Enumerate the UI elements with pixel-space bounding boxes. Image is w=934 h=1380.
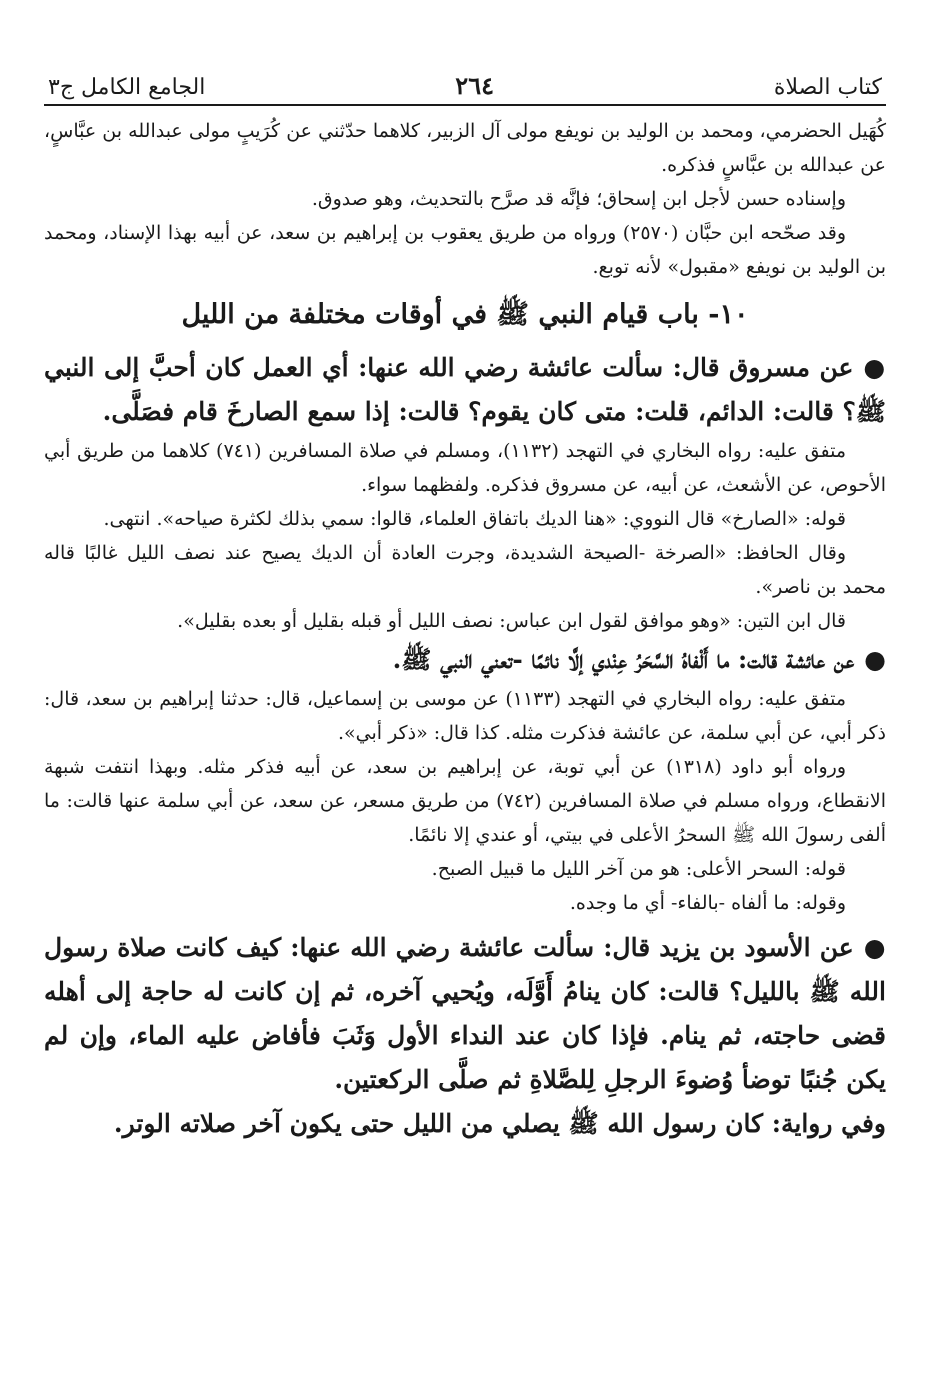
paragraph-2: وإسناده حسن لأجل ابن إسحاق؛ فإنَّه قد صرَّح بالتحديث، وهو صدوق.	[311, 188, 846, 210]
paragraph-1: كُهَيل الحضرمي، ومحمد بن الوليد بن نويفع مولى آل الزبير، كلاهما حدّثني عن كُرَيبٍ مولى عبدالله بن عبَّاسٍ، عن عبدالله بن عبَّاسٍ فذكره.	[44, 120, 886, 176]
paragraph-11: وقوله: ما ألفاه -بالفاء- أي ما وجده.	[569, 892, 846, 914]
page-number: ٢٦٤	[455, 71, 494, 100]
paragraph-10: قوله: السحر الأعلى: هو من آخر الليل ما قبيل الصبح.	[431, 858, 846, 880]
paragraph-3: وقد صحّحه ابن حبَّان (٢٥٧٠) ورواه من طريق يعقوب بن إبراهيم بن سعد، عن أبيه بهذا الإسناد، ومحمد بن الوليد بن نويفع «مقبول» لأنه توبع.	[44, 222, 886, 278]
document-page	[44, 56, 886, 1366]
bullet-icon: ●	[863, 353, 886, 382]
bullet-icon: ●	[863, 933, 886, 962]
bullet-icon: ●	[864, 645, 886, 674]
paragraph-5: قوله: «الصارخ» قال النووي: «هنا الديك باتفاق العلماء، قالوا: سمي بذلك لكثرة صياحه». انتهى.	[103, 508, 846, 530]
header-rule	[44, 104, 886, 106]
hadith-3-variant: وفي رواية: كان رسول الله ﷺ يصلي من الليل حتى يكون آخر صلاته الوتر.	[113, 1109, 886, 1138]
book-title: الجامع الكامل ج٣	[48, 75, 206, 100]
hadith-1	[44, 346, 886, 434]
hadith-3	[44, 926, 886, 1102]
hadith-3-text: عن الأسود بن يزيد قال: سألت عائشة رضي الله عنها: كيف كانت صلاة رسول الله ﷺ بالليل؟ قالت: كان ينامُ أَوَّلَه، ويُحيي آخره، ثم إن كانت له حاجة إلى أهله قضى حاجته، ثم ينام. فإذا كان عند النداء الأول وَثَبَ فأفاض عليه الماء، وإن لم يكن جُنبًا توضأ وُضوءَ الرجلِ لِلصَّلاةِ ثم صلَّى الركعتين.	[44, 933, 886, 1094]
paragraph-7: قال ابن التين: «وهو موافق لقول ابن عباس: نصف الليل أو قبله بقليل أو بعده بقليل».	[177, 610, 846, 632]
paragraph-6: وقال الحافظ: «الصرخة -الصيحة الشديدة، وجرت العادة أن الديك يصيح عند نصف الليل غالبًا قاله محمد بن ناصر».	[44, 542, 886, 598]
section-heading: ١٠- باب قيام النبي ﷺ في أوقات مختلفة من الليل	[181, 299, 749, 330]
hadith-1-text: عن مسروق قال: سألت عائشة رضي الله عنها: أي العمل كان أحبَّ إلى النبي ﷺ؟ قالت: الدائم، قلت: متى كان يقوم؟ قالت: إذا سمع الصارخَ قام فصَلَّى.	[44, 353, 886, 426]
hadith-2	[44, 638, 886, 682]
page-header	[44, 56, 886, 100]
paragraph-8: متفق عليه: رواه البخاري في التهجد (١١٣٣) عن موسى بن إسماعيل، قال: حدثنا إبراهيم بن سعد، قال: ذكر أبي، عن أبي سلمة، عن عائشة فذكرت مثله. كذا قال: «ذكر أبي».	[44, 688, 886, 744]
hadith-2-text: عن عائشة قالت: ما أَلْفاهُ السَّحَرُ عِنْدي إلَّا نائمًا -تعني النبي ﷺ.	[392, 645, 855, 674]
paragraph-4: متفق عليه: رواه البخاري في التهجد (١١٣٢)، ومسلم في صلاة المسافرين (٧٤١) كلاهما من طريق أبي الأحوص، عن الأشعث، عن أبيه، عن مسروق فذكره. ولفظهما سواء.	[44, 440, 886, 496]
chapter-title: كتاب الصلاة	[773, 75, 882, 100]
paragraph-9: ورواه أبو داود (١٣١٨) عن أبي توبة، عن إبراهيم بن سعد، عن أبيه فذكر مثله. وبهذا انتفت شبهة الانقطاع، ورواه مسلم في صلاة المسافرين (٧٤٢) من طريق مسعر، عن سعد، عن أبي سلمة عنها قالت: ما ألفى رسولَ الله ﷺ السحرُ الأعلى في بيتي، أو عندي إلا نائمًا.	[44, 756, 886, 846]
